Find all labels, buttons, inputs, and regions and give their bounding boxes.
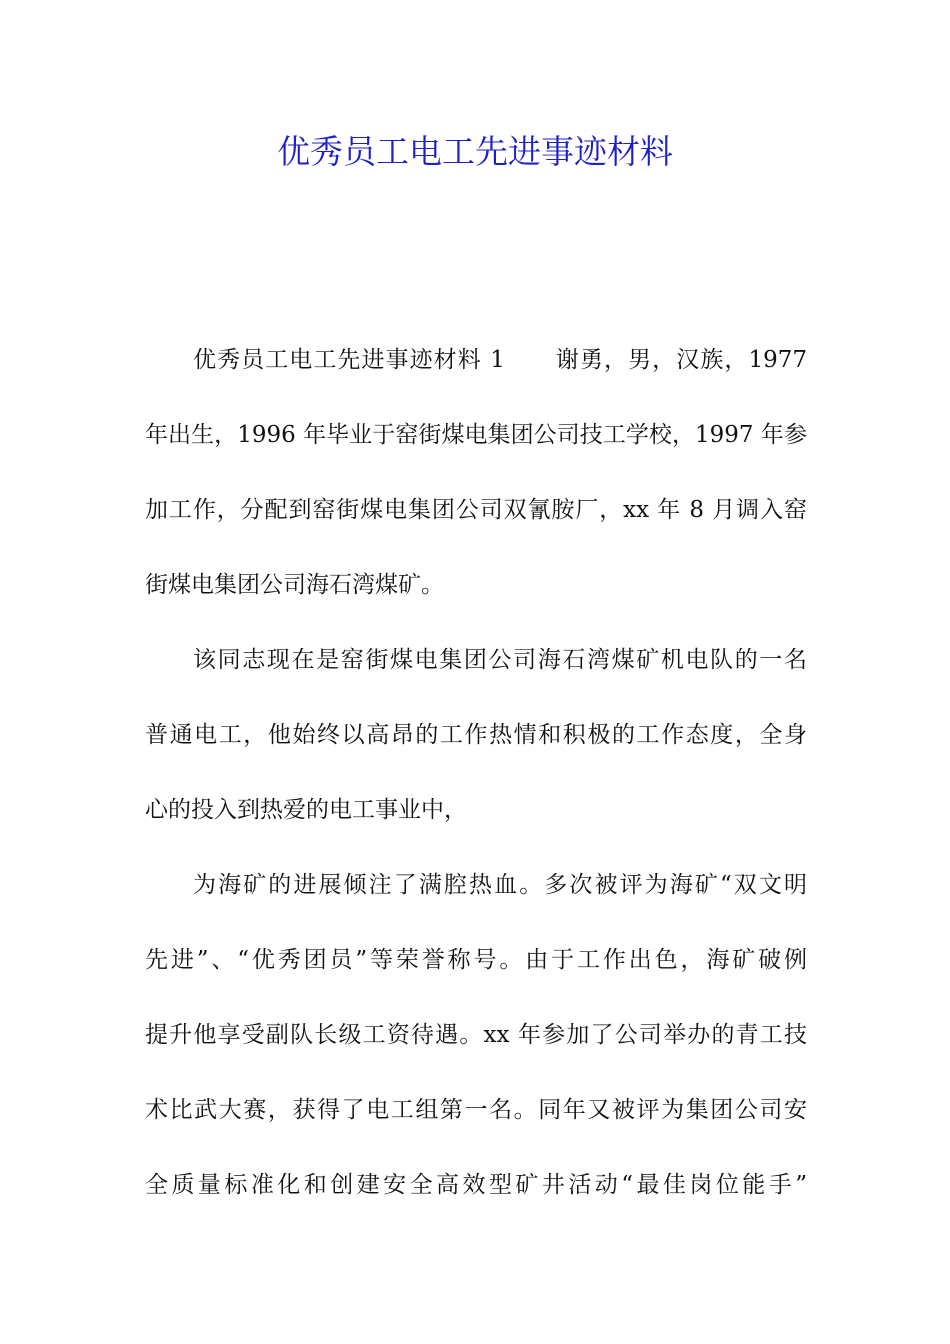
paragraph-2-line-3: 心的投入到热爱的电工事业中，	[145, 797, 467, 823]
paragraph-3-line-2: 先进”、“优秀团员”等荣誉称号。由于工作出色，海矿破例	[145, 947, 807, 973]
paragraph-1-line-3: 加工作，分配到窑街煤电集团公司双氰胺厂，xx 年 8 月调入窑	[145, 497, 807, 523]
paragraph-1-line-4: 街煤电集团公司海石湾煤矿。	[145, 572, 444, 598]
paragraph-3-line-3: 提升他享受副队长级工资待遇。xx 年参加了公司举办的青工技	[145, 1022, 807, 1048]
document-title: 优秀员工电工先进事迹材料	[277, 132, 673, 171]
paragraph-1-line-2: 年出生，1996 年毕业于窑街煤电集团公司技工学校，1997 年参	[145, 422, 807, 448]
paragraph-2-line-1: 该同志现在是窑街煤电集团公司海石湾煤矿机电队的一名	[193, 647, 807, 673]
paragraph-3-line-4: 术比武大赛，获得了电工组第一名。同年又被评为集团公司安	[145, 1097, 807, 1123]
paragraph-1-line-1-text: 谢勇，男，汉族，1977	[554, 347, 807, 373]
paragraph-1-line-1	[145, 340, 807, 380]
section-heading: 优秀员工电工先进事迹材料 1	[193, 347, 505, 373]
paragraph-3-line-5: 全质量标准化和创建安全高效型矿井活动“最佳岗位能手”	[145, 1172, 807, 1198]
paragraph-3-line-1: 为海矿的进展倾注了满腔热血。多次被评为海矿“双文明	[193, 872, 807, 898]
paragraph-2-line-2: 普通电工，他始终以高昂的工作热情和积极的工作态度，全身	[145, 722, 807, 748]
